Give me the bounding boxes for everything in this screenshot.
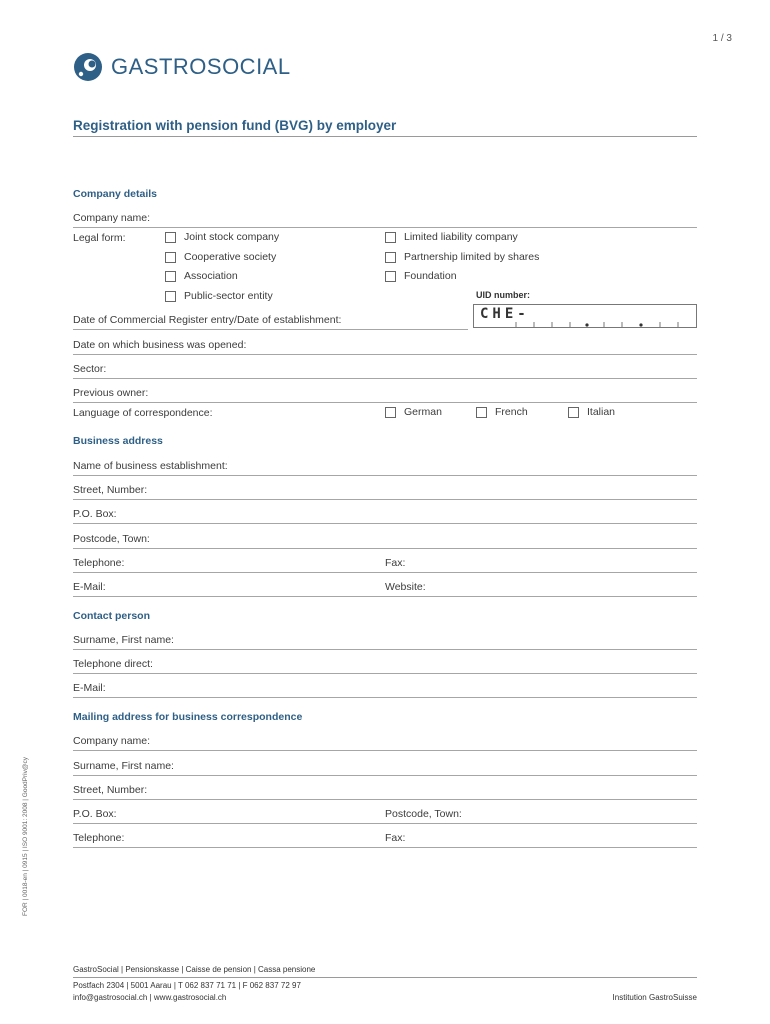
- establishment-name-label: Name of business establishment:: [73, 460, 228, 472]
- legal-form-partnership[interactable]: Partnership limited by shares: [385, 251, 539, 263]
- brand-logo: [73, 52, 291, 82]
- business-postcode-label: Postcode, Town:: [73, 533, 150, 545]
- business-email-label: E-Mail:: [73, 581, 106, 593]
- gastrosocial-logo-icon: [73, 52, 103, 82]
- footer-line1: GastroSocial | Pensionskasse | Caisse de pension | Cassa pensione: [73, 965, 316, 974]
- language-french[interactable]: French: [476, 406, 528, 418]
- footer-institution: Institution GastroSuisse: [612, 993, 697, 1002]
- legal-form-label: Legal form:: [73, 232, 126, 244]
- business-fax-label: Fax:: [385, 557, 406, 569]
- establishment-name-field[interactable]: [73, 459, 697, 476]
- mailing-telephone-label: Telephone:: [73, 832, 125, 844]
- checkbox[interactable]: [165, 271, 176, 282]
- footer-line2: Postfach 2304 | 5001 Aarau | T 062 837 71 71 | F 062 837 72 97: [73, 981, 301, 990]
- checkbox[interactable]: [385, 252, 396, 263]
- checkbox[interactable]: [385, 407, 396, 418]
- footer-rule: [73, 977, 697, 978]
- contact-telephone-field[interactable]: [73, 657, 697, 674]
- opened-date-label: Date on which business was opened:: [73, 339, 247, 351]
- page-number: 1 / 3: [712, 33, 732, 44]
- uid-number-input[interactable]: [473, 304, 697, 328]
- language-label: Language of correspondence:: [73, 407, 213, 419]
- mailing-pobox-label: P.O. Box:: [73, 808, 117, 820]
- opened-date-field[interactable]: [73, 338, 697, 355]
- uid-digit-ticks: [474, 305, 698, 329]
- checkbox[interactable]: [165, 291, 176, 302]
- mailing-phone-fax-row[interactable]: [73, 831, 697, 848]
- brand-name: GASTROSOCIAL: [111, 54, 291, 79]
- mailing-name-label: Surname, First name:: [73, 760, 174, 772]
- checkbox[interactable]: [476, 407, 487, 418]
- business-pobox-field[interactable]: [73, 507, 697, 524]
- business-website-label: Website:: [385, 581, 426, 593]
- mailing-name-field[interactable]: [73, 759, 697, 776]
- sector-label: Sector:: [73, 363, 107, 375]
- contact-name-label: Surname, First name:: [73, 634, 174, 646]
- checkbox[interactable]: [165, 252, 176, 263]
- business-street-field[interactable]: [73, 483, 697, 500]
- contact-name-field[interactable]: [73, 633, 697, 650]
- business-telephone-label: Telephone:: [73, 557, 125, 569]
- previous-owner-field[interactable]: [73, 386, 697, 403]
- form-title: Registration with pension fund (BVG) by employer: [73, 118, 697, 137]
- uid-prefix: CHE-: [480, 306, 530, 322]
- mailing-company-label: Company name:: [73, 735, 151, 747]
- checkbox[interactable]: [568, 407, 579, 418]
- contact-email-field[interactable]: [73, 681, 697, 698]
- legal-form-cooperative[interactable]: Cooperative society: [165, 251, 276, 263]
- contact-telephone-label: Telephone direct:: [73, 658, 153, 670]
- mailing-fax-label: Fax:: [385, 832, 406, 844]
- legal-form-foundation[interactable]: Foundation: [385, 270, 457, 282]
- mailing-postcode-label: Postcode, Town:: [385, 808, 462, 820]
- document-code: FOR | 0018-en | 0915 | ISO 9001: 2008 | GoodPriv@cy: [22, 757, 29, 916]
- register-date-label: Date of Commercial Register entry/Date of establishment:: [73, 314, 342, 326]
- legal-form-association[interactable]: Association: [165, 270, 238, 282]
- language-german[interactable]: German: [385, 406, 442, 418]
- checkbox[interactable]: [385, 232, 396, 243]
- uid-label: UID number:: [476, 290, 530, 300]
- section-business-address: Business address: [73, 435, 163, 447]
- checkbox[interactable]: [165, 232, 176, 243]
- business-email-website-row[interactable]: [73, 580, 697, 597]
- business-street-label: Street, Number:: [73, 484, 148, 496]
- section-mailing-address: Mailing address for business correspondence: [73, 711, 303, 723]
- company-name-field[interactable]: [73, 211, 697, 228]
- legal-form-public-sector[interactable]: Public-sector entity: [165, 290, 273, 302]
- business-postcode-field[interactable]: [73, 532, 697, 549]
- sector-field[interactable]: [73, 362, 697, 379]
- contact-email-label: E-Mail:: [73, 682, 106, 694]
- footer-line3: info@gastrosocial.ch | www.gastrosocial.ch: [73, 993, 227, 1002]
- mailing-street-field[interactable]: [73, 783, 697, 800]
- mailing-street-label: Street, Number:: [73, 784, 148, 796]
- mailing-pobox-postcode-row[interactable]: [73, 807, 697, 824]
- business-phone-fax-row[interactable]: [73, 556, 697, 573]
- legal-form-limited-liability[interactable]: Limited liability company: [385, 231, 518, 243]
- mailing-company-field[interactable]: [73, 734, 697, 751]
- section-contact-person: Contact person: [73, 610, 151, 622]
- previous-owner-label: Previous owner:: [73, 387, 149, 399]
- register-date-field[interactable]: [73, 313, 468, 330]
- language-italian[interactable]: Italian: [568, 406, 615, 418]
- legal-form-joint-stock[interactable]: Joint stock company: [165, 231, 279, 243]
- checkbox[interactable]: [385, 271, 396, 282]
- business-pobox-label: P.O. Box:: [73, 508, 117, 520]
- section-company-details: Company details: [73, 188, 158, 200]
- company-name-label: Company name:: [73, 212, 151, 224]
